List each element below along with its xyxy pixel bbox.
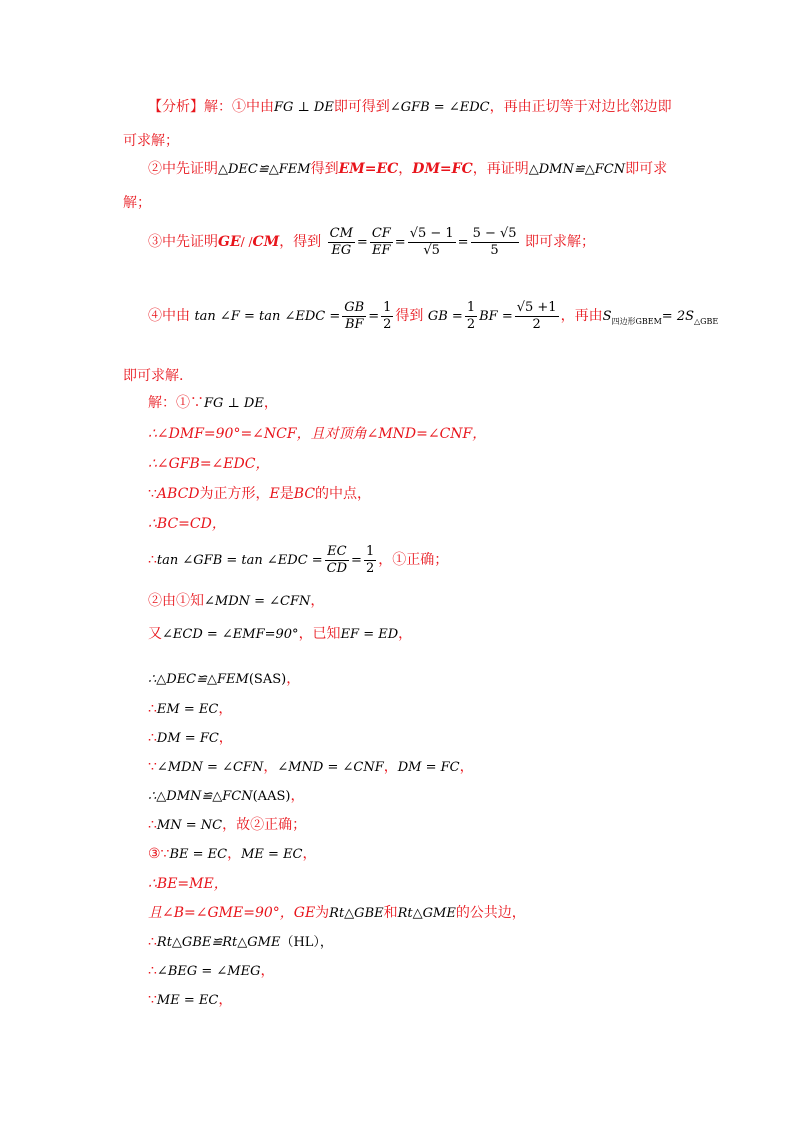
text: EM=EC	[338, 161, 399, 177]
text: ，	[310, 593, 325, 609]
math: FG ⊥ DE	[274, 100, 334, 115]
text: GE	[218, 234, 241, 250]
math: ∠BEG = ∠MEG	[156, 964, 261, 979]
text: DM=FC	[412, 161, 473, 177]
text: ，已知	[298, 626, 341, 642]
text: ，	[398, 626, 413, 642]
solution-line-12	[148, 757, 474, 778]
text: GE	[293, 905, 316, 921]
den: EF	[372, 242, 391, 258]
math: EF = ED	[340, 627, 399, 642]
den: 2	[532, 316, 541, 332]
text: ，故②正确；	[222, 817, 307, 833]
math: DM = FC	[156, 731, 219, 746]
solution-line-15	[148, 844, 317, 865]
math: △DMN≌△FCN	[528, 162, 626, 177]
solution-line-16	[148, 874, 228, 894]
text: / /	[240, 235, 253, 249]
solution-line-9	[148, 669, 300, 690]
solution-line-1	[148, 393, 278, 414]
text: 可求解；	[123, 133, 179, 149]
text: ，	[218, 992, 233, 1008]
text: CM	[252, 234, 280, 250]
solution-line-8	[148, 624, 412, 645]
fraction	[471, 226, 519, 259]
text: 即可求	[625, 161, 668, 177]
math-sub: △GBE	[694, 317, 719, 326]
solution-line-13	[148, 786, 304, 807]
analysis-line-1	[148, 97, 672, 118]
math: ∴△DMN≌△FCN	[148, 789, 253, 804]
fraction	[364, 544, 376, 577]
math: ∠MDN = ∠CFN	[156, 760, 264, 775]
den: 2	[365, 560, 375, 576]
text: ∴	[148, 730, 157, 746]
text: ∴∠DMF=90°=∠NCF，且对顶角∠MND=∠CNF，	[148, 426, 487, 442]
solution-line-11	[148, 728, 233, 749]
den: √5	[423, 242, 440, 258]
text: ③中先证明	[148, 234, 218, 250]
text: ，	[218, 730, 233, 746]
solution-line-7	[148, 591, 324, 612]
math: ∴△DEC≌△FEM	[148, 672, 249, 687]
text: ∴BC=CD，	[148, 516, 226, 532]
math: ∠GFB = ∠EDC	[389, 100, 490, 115]
math: ME = EC	[156, 993, 219, 1008]
fraction	[515, 300, 559, 333]
text: ，再由正切等于对边比邻边即	[489, 99, 672, 115]
text: ∴	[148, 934, 157, 950]
text: ，	[218, 701, 233, 717]
text: 解；	[123, 195, 151, 211]
den: 2	[383, 316, 392, 332]
num: EC	[325, 544, 349, 561]
math: FG ⊥ DE	[204, 396, 264, 411]
num: CF	[371, 225, 391, 241]
solution-line-19	[148, 961, 274, 982]
analysis-line-7	[123, 366, 183, 386]
text: ，	[302, 846, 317, 862]
math: Rt△GBE	[329, 906, 384, 921]
math: MN = NC	[156, 818, 223, 833]
text: ，	[398, 161, 413, 177]
solution-line-3	[148, 454, 269, 474]
text: E	[269, 486, 280, 502]
math-sub: 四边形GBEM	[611, 317, 662, 326]
math: △DEC≌△FEM	[218, 162, 311, 177]
text: 【分析】解：①中由	[148, 99, 274, 115]
text: 为正方形，	[199, 486, 270, 502]
text: 又	[148, 626, 162, 642]
text: ，再由	[560, 308, 603, 324]
fraction	[465, 300, 477, 333]
text: ，	[263, 395, 278, 411]
text: ，	[290, 788, 305, 804]
math: DM = FC	[397, 760, 460, 775]
text: ，再证明	[472, 161, 529, 177]
fraction	[370, 226, 393, 259]
text: ，得到	[279, 234, 322, 250]
text: 解：①∵	[148, 395, 204, 411]
text: ∴BE=ME，	[148, 876, 228, 892]
text: ④中由	[148, 308, 190, 324]
text: 得到	[395, 308, 424, 324]
text: ②由①知	[148, 593, 204, 609]
math: tan ∠F = tan ∠EDC =	[194, 309, 341, 324]
fraction	[328, 226, 355, 259]
den: 5	[490, 242, 499, 258]
math: tan ∠GFB = tan ∠EDC =	[156, 553, 323, 568]
solution-line-4	[148, 484, 371, 504]
math: S	[602, 309, 612, 324]
math: ∠MDN = ∠CFN	[204, 594, 311, 609]
text: (SAS)	[248, 672, 287, 687]
fraction	[342, 300, 366, 333]
num: 1	[466, 299, 476, 315]
math: Rt△GME	[397, 906, 456, 921]
den: CD	[326, 560, 348, 576]
text: ∵	[148, 759, 157, 775]
solution-line-17	[148, 903, 526, 924]
num: √5 − 1	[409, 225, 454, 241]
solution-line-10	[148, 699, 232, 720]
text: ，	[459, 759, 474, 775]
text: ，①正确；	[378, 552, 449, 568]
fraction	[381, 300, 393, 333]
text: 即可求解；	[525, 234, 596, 250]
num: 5 − √5	[472, 225, 517, 241]
solution-line-20	[148, 990, 232, 1011]
text: ，	[263, 759, 278, 775]
text: ∴	[148, 817, 157, 833]
fraction	[325, 544, 349, 577]
solution-line-2	[148, 424, 486, 444]
text: ②中先证明	[148, 161, 218, 177]
text: ∵	[148, 992, 157, 1008]
solution-line-14	[148, 815, 306, 836]
text: ∴	[148, 701, 157, 717]
math: BE = EC	[169, 847, 228, 862]
text: ∴∠GFB=∠EDC，	[148, 456, 270, 472]
text: ABCD	[156, 486, 200, 502]
text: （HL），	[280, 935, 333, 950]
math: GB =	[427, 309, 463, 324]
fraction	[408, 226, 456, 259]
math: ME = EC	[241, 847, 303, 862]
solution-line-6: ∴tan ∠GFB = tan ∠EDC = $\frac{EC}{CD}$ = $\frac{1}{2}$ ，①正确；	[148, 543, 449, 576]
den: 2	[466, 316, 476, 332]
num: 1	[365, 543, 375, 559]
math: BF =	[479, 309, 513, 324]
math: ∠ECD = ∠EMF=90°	[162, 627, 299, 642]
text: 且∠B=∠GME=90°，	[148, 905, 294, 921]
text: ∴	[148, 552, 157, 568]
num: 1	[383, 299, 392, 315]
num: GB	[344, 299, 365, 315]
text: BC	[293, 486, 316, 502]
num: CM	[329, 225, 353, 241]
text: ，	[286, 671, 301, 687]
text: ③∵	[148, 846, 170, 862]
analysis-line-3	[148, 159, 667, 180]
text: ，	[227, 846, 242, 862]
analysis-line-2	[123, 131, 179, 151]
text: (AAS)	[252, 789, 291, 804]
math: Rt△GBE≌Rt△GME	[156, 935, 281, 950]
text: ，	[260, 963, 275, 979]
solution-line-5	[148, 514, 226, 534]
text: 是	[279, 486, 294, 502]
num: √5 +1	[516, 299, 557, 315]
math: = 2S	[661, 309, 694, 324]
analysis-line-6: ④中由 tan ∠F = tan ∠EDC = $\frac{GB}{BF}$ = $\frac{1}{2}$ 得到 GB = $\frac{1}{2}$ BF = $\frac{√5 +1}{2}$ ，再由$S_{四边形GBEM}= 2S_{\triangle GBE}$	[148, 299, 719, 332]
text: 和	[383, 905, 398, 921]
den: BF	[344, 316, 364, 332]
text: 即可得到	[333, 99, 390, 115]
den: EG	[331, 242, 352, 258]
math: ∠MND = ∠CNF	[277, 760, 384, 775]
text: 即可求解.	[123, 368, 184, 384]
text: ∵	[148, 486, 157, 502]
text: 为	[315, 905, 330, 921]
solution-line-18	[148, 932, 333, 953]
analysis-line-5: ③中先证明GE/ /CM，得到 $\frac{CM}{EG}$ = $\frac{CF}{EF}$ = $\frac{√5 - 1}{√5}$ = $\frac{5 - √5}{5}$ 即可求解；	[148, 225, 596, 258]
text: 的公共边，	[455, 905, 526, 921]
text: 的中点，	[315, 486, 372, 502]
analysis-line-4	[123, 193, 151, 213]
text: ∴	[148, 963, 157, 979]
text: ，	[383, 759, 398, 775]
text: 得到	[310, 161, 339, 177]
math: EM = EC	[156, 702, 219, 717]
